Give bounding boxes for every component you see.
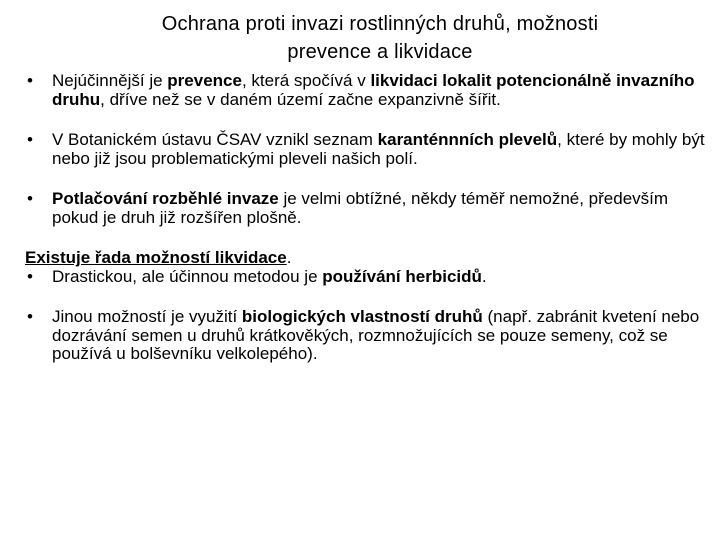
slide-content [25,72,705,364]
slide-title-line-2: prevence a likvidace [287,41,473,63]
bullet-bold-text: prevence [167,71,242,90]
bullet-bold-text: používání herbicidů [322,266,482,286]
section-heading-end: . [286,248,292,267]
bullet-suppression [25,190,705,227]
bullet-dot: • [27,71,33,90]
bullet-dot: • [27,307,33,326]
bullet-quarantine-list [25,131,705,168]
bullet-text: je velmi obtížné, někdy téměř nemožné, především pokud je druh již rozšířen plošně. [52,189,669,227]
slide-title-line-1: Ochrana proti invazi rostlinných druhů, možnosti [161,13,599,35]
bullet-text: Nejúčinnější je [52,71,168,90]
bullet-text: (např. zabránit kvetení nebo dozrávání semen u druhů krátkověkých, rozmnožujících se pouze semeny, což se používá u bolševníku velkolepého). [52,307,700,363]
section-heading-text: Existuje řada možností likvidace [25,248,287,267]
bullet-text: . [481,266,487,286]
bullet-herbicides [25,268,705,287]
bullet-dot: • [27,266,33,286]
bullet-bold-text: Potlačování rozběhlé invaze [52,189,279,208]
bullet-text: , dříve než se v daném území začne expanzivně šířit. [100,89,501,109]
bullet-bold-text: karanténnních plevelů [377,130,558,149]
bullet-text: , která spočívá v [241,71,371,90]
bullet-text: , které by mohly být nebo již jsou problematickými pleveli našich polí. [52,130,705,168]
bullet-dot: • [27,189,33,208]
section-heading [25,249,705,268]
bullet-biological [25,308,705,364]
bullet-prevention [25,72,705,109]
slide-title [40,10,720,66]
bullet-text: V Botanickém ústavu ČSAV vznikl seznam [52,130,378,149]
bullet-bold-text: likvidaci lokalit potencionálně invazního druhu [52,71,695,109]
bullet-text: Drastickou, ale účinnou metodou je [52,266,323,286]
bullet-bold-text: biologických vlastností druhů [241,307,483,326]
bullet-text: Jinou možností je využití [52,307,242,326]
bullet-dot: • [27,130,33,149]
